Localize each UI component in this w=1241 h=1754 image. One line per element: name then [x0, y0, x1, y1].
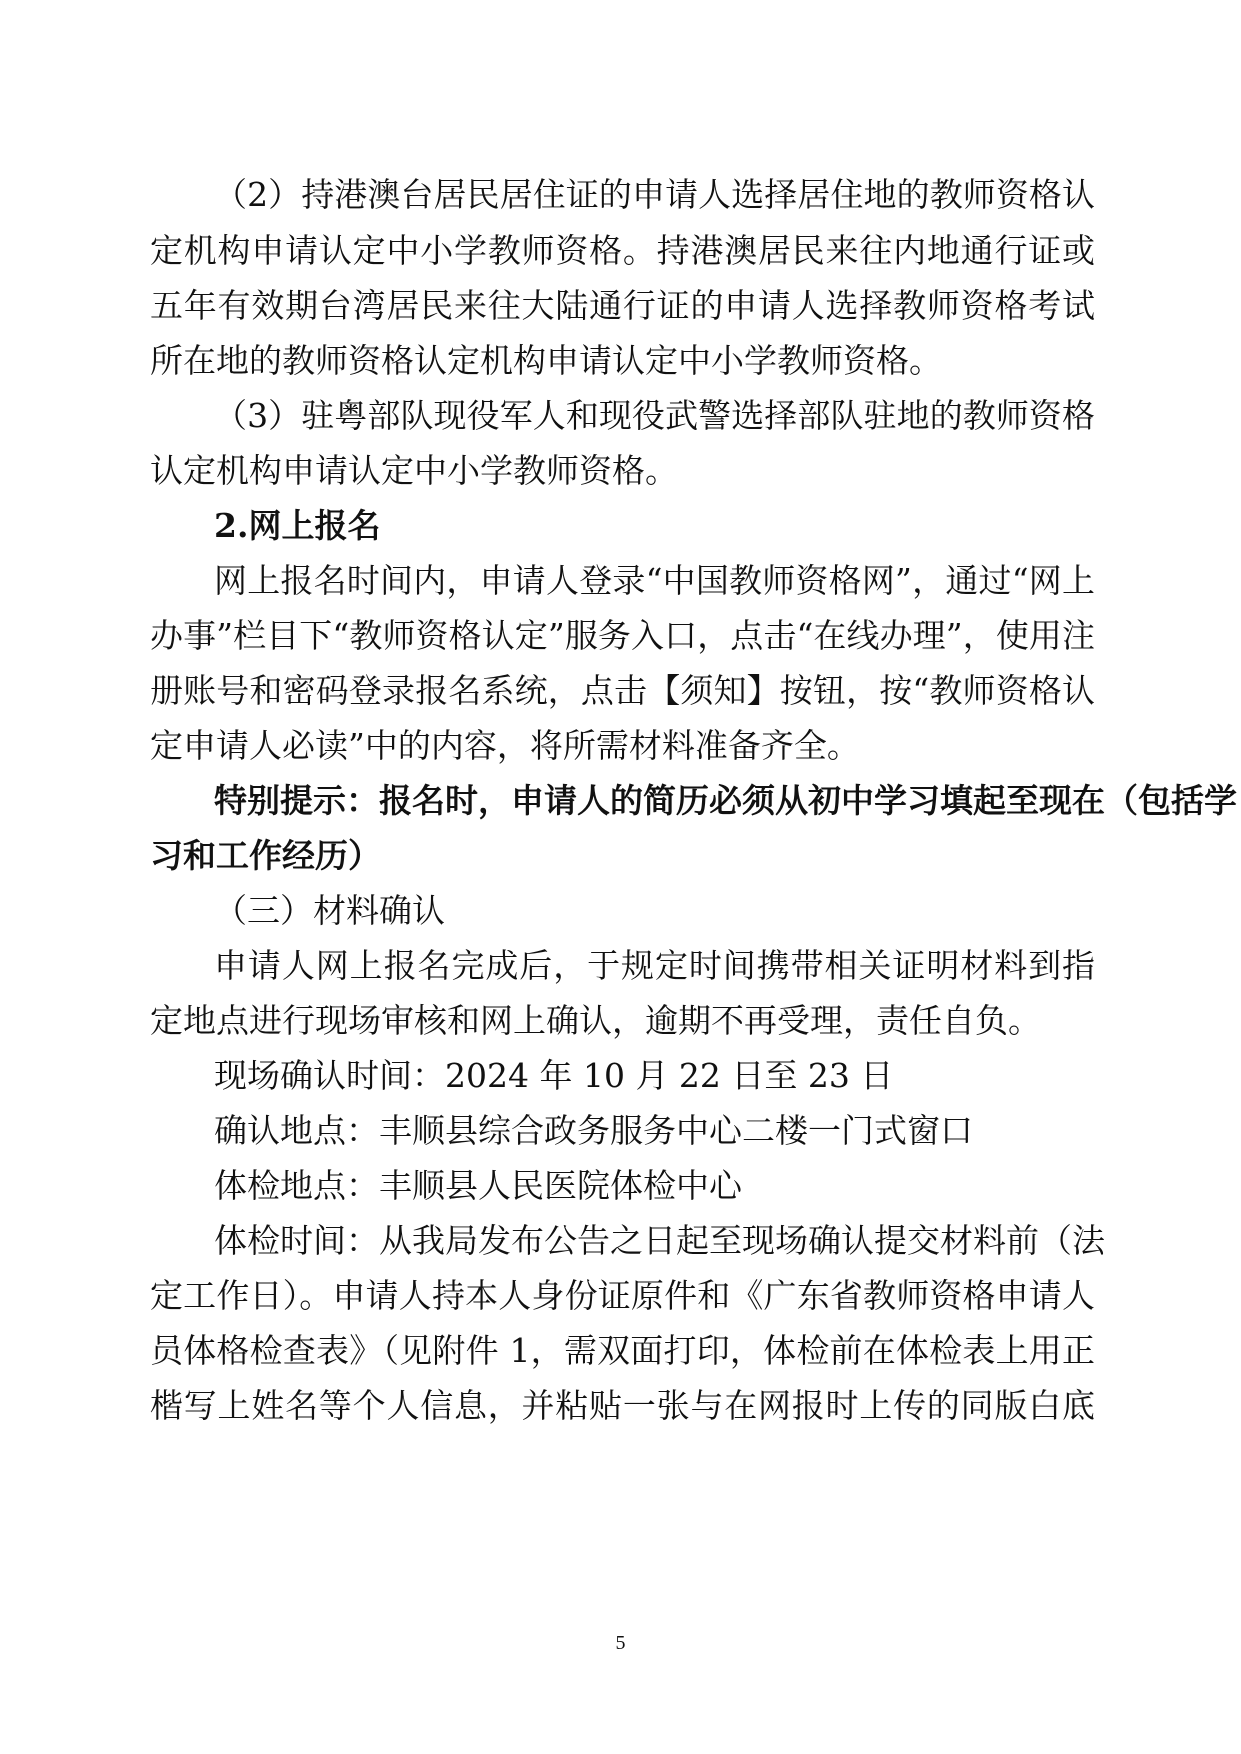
paragraph-line: 楷写上姓名等个人信息，并粘贴一张与在网报时上传的同版白底: [150, 1386, 1095, 1425]
paragraph-line: 定申请人必读”中的内容，将所需材料准备齐全。: [150, 726, 860, 765]
paragraph-line: 定工作日）。申请人持本人身份证原件和《广东省教师资格申请人: [150, 1276, 1095, 1315]
section-heading: 2.网上报名: [214, 506, 381, 545]
confirm-place: 确认地点：丰顺县综合政务服务中心二楼一门式窗口: [214, 1111, 973, 1150]
confirm-time: 现场确认时间：2024 年 10 月 22 日至 23 日: [214, 1056, 894, 1095]
paragraph-line: 申请人网上报名完成后，于规定时间携带相关证明材料到指: [214, 946, 1095, 985]
paragraph-line: 定机构申请认定中小学教师资格。持港澳居民来往内地通行证或: [150, 231, 1095, 270]
paragraph-line: 体检时间：从我局发布公告之日起至现场确认提交材料前（法: [214, 1221, 1105, 1260]
paragraph-line: （2）持港澳台居民居住证的申请人选择居住地的教师资格认: [214, 175, 1095, 214]
paragraph-line: 员体格检查表》（见附件 1，需双面打印，体检前在体检表上用正: [150, 1331, 1095, 1370]
paragraph-line: 所在地的教师资格认定机构申请认定中小学教师资格。: [150, 341, 942, 380]
paragraph-line: 册账号和密码登录报名系统，点击【须知】按钮，按“教师资格认: [150, 671, 1095, 710]
paragraph-line: 五年有效期台湾居民来往大陆通行证的申请人选择教师资格考试: [150, 286, 1095, 325]
exam-place: 体检地点：丰顺县人民医院体检中心: [214, 1166, 742, 1205]
section-title: （三）材料确认: [214, 891, 445, 930]
paragraph-line: 认定机构申请认定中小学教师资格。: [150, 451, 678, 490]
special-note-line: 习和工作经历）: [150, 836, 381, 875]
paragraph-line: 办事”栏目下“教师资格认定”服务入口，点击“在线办理”，使用注: [150, 616, 1095, 655]
special-note-line: 特别提示：报名时，申请人的简历必须从初中学习填起至现在（包括学: [214, 781, 1237, 820]
paragraph-line: （3）驻粤部队现役军人和现役武警选择部队驻地的教师资格: [214, 396, 1095, 435]
paragraph-line: 定地点进行现场审核和网上确认，逾期不再受理，责任自负。: [150, 1001, 1041, 1040]
paragraph-line: 网上报名时间内，申请人登录“中国教师资格网”，通过“网上: [214, 561, 1095, 600]
page-number: 5: [615, 1632, 626, 1654]
